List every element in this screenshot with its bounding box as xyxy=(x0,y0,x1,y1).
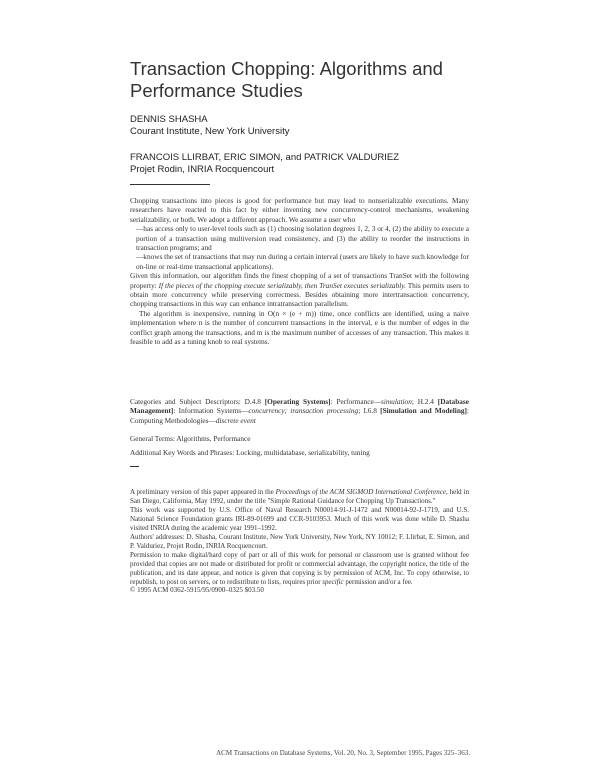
journal-footer: ACM Transactions on Database Systems, Vol. 20, No. 3, September 1995, Pages 325–363. xyxy=(216,749,470,757)
title-rule xyxy=(130,184,210,185)
paper-title: Transaction Chopping: Algorithms and Performance Studies xyxy=(130,58,443,101)
author-group-inria: FRANCOIS LLIRBAT, ERIC SIMON, and PATRICK VALDURIEZ xyxy=(130,152,400,163)
category-simulation: simulation xyxy=(381,397,412,406)
affiliation-inria: Projet Rodin, INRIA Rocquencourt xyxy=(130,164,275,175)
abstract-paragraph-2 xyxy=(130,271,469,309)
footnote-preliminary xyxy=(130,488,469,506)
category-concurrency: concurrency; transaction processing xyxy=(248,406,359,416)
footnote-1-continuation: , held in San Diego, California, May 1992, under the title "Simple Rational Guidance for Chopping Up Transactions." xyxy=(130,488,470,505)
keywords-rule xyxy=(130,466,139,467)
abstract-paragraph-3: The algorithm is inexpensive, running in O(n × (e + m)) time, once conflicts are identified, using a naive implementation where n is the number of concurrent transactions in the interval, e is the number of edges in the conflict graph among the transactions, and m is the maximum number of accesses of any transaction. This makes it feasible to add as a tuning knob to real systems. xyxy=(130,308,469,347)
abstract xyxy=(130,196,469,347)
abstract-p2-text: Given this information, our algorithm finds the finest chopping of a set of transactions TranSet with the following property: xyxy=(130,271,469,290)
footnote-4-text: Permission to make digital/hard copy of part or all of this work for personal or classroom use is granted without fee provided that copies are not made or distributed for profit or commercial advantage, the copyright notice, the title of the publication, and its date appear, and notice is given that copying is by permission of ACM, Inc. To copy otherwise, to republish, to post on servers, or to redistribute to lists, requires prior xyxy=(130,550,469,586)
category-text-2: ; H.2.4 xyxy=(411,397,438,406)
footnote-4-specific: specific xyxy=(322,577,344,586)
category-text-1: : Performance— xyxy=(330,397,382,406)
keywords: Additional Key Words and Phrases: Locking, multidatabase, serializability, tuning xyxy=(130,448,370,457)
author-shasha: DENNIS SHASHA xyxy=(130,114,208,125)
footnote-permission xyxy=(130,551,469,587)
category-text-5: : Computing Methodologies— xyxy=(130,406,469,425)
footnote-support: This work was supported by U.S. Office of Naval Research N00014-91-J-1472 and N00014-92-J-1719, and U.S. National Science Foundation grants IRI-89-01699 and CCR-9103953. Much of this work was done while D. Shasha visited INRIA during the academic year 1991–1992. xyxy=(130,505,469,532)
footnote-copyright: © 1995 ACM 0362-5915/95/0900–0325 $03.50 xyxy=(130,586,264,595)
affiliation-courant: Courant Institute, New York University xyxy=(130,126,290,137)
categories-label: Categories and Subject Descriptors: D.4.8 xyxy=(130,397,265,406)
abstract-paragraph-1: Chopping transactions into pieces is good for performance but may lead to nonserializable executions. Many researchers have reacted to this fact by either inventing new concurrency-control mechanisms, weakening serializability, or both. We adopt a different approach. We assume a user who xyxy=(130,196,469,224)
footnote-1-text: A preliminary version of this paper appeared in the xyxy=(130,488,276,496)
category-operating-systems: [Operating Systems] xyxy=(264,397,331,406)
footnote-addresses: Authors' addresses: D. Shasha, Courant Institute, New York University, New York, NY 10012; F. Llirbat, E. Simon, and P. Valduriez, Projet Rodin, INRIA Rocquencourt. xyxy=(130,532,469,550)
categories xyxy=(130,397,469,425)
general-terms: General Terms: Algorithms, Performance xyxy=(130,434,251,443)
category-database-management: [Database Management] xyxy=(130,397,469,416)
footnotes xyxy=(130,488,469,595)
footnote-1-proceedings: Proceedings of the ACM SIGMOD International Conference xyxy=(275,488,446,496)
category-simulation-modeling: [Simulation and Modeling] xyxy=(380,406,467,416)
category-text-3: : Information Systems— xyxy=(173,406,249,416)
category-discrete-event: discrete event xyxy=(215,415,256,425)
abstract-p2-property: If the pieces of the chopping execute serializably, then TranSet executes serializably. xyxy=(158,280,406,290)
categories-descriptors xyxy=(130,397,469,425)
category-text-4: ; I.6.8 xyxy=(358,406,381,416)
footnote-4-continuation: permission and/or a fee. xyxy=(343,577,413,586)
abstract-bullet-1: —has access only to user-level tools such as (1) choosing isolation degrees 1, 2, 3 or 4, (2) the ability to execute a portion of a transaction using multiversion read consistency, and (3) the ability to reorder the instructions in transaction programs; and xyxy=(136,224,469,253)
abstract-bullet-2: —knows the set of transactions that may run during a certain interval (users are likely to have such knowledge for on-line or real-time transactional applications). xyxy=(136,252,469,271)
abstract-p2-continuation: This permits users to obtain more concurrency while preserving correctness. Besides obtaining more intertransaction concurrency, chopping transactions in this way can enhance intratransaction parallelism. xyxy=(130,280,469,309)
